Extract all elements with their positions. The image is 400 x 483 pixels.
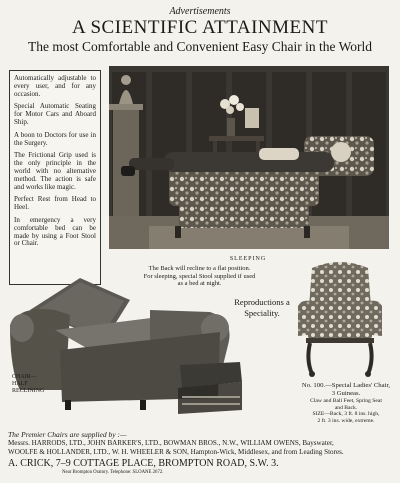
ladies-chair-illustration <box>292 260 388 378</box>
reproductions-note: Reproductions a Speciality. <box>234 297 290 318</box>
supplied-by-heading: The Premier Chairs are supplied by :— <box>8 430 127 439</box>
half-reclining-chair-illustration <box>10 270 248 420</box>
back-caption-line: For sleeping, special Stool supplied if used <box>143 272 256 280</box>
sleeping-photo <box>109 66 389 249</box>
ad-title: A SCIENTIFIC ATTAINMENT <box>72 17 328 38</box>
ladies-caption-line: Claw and Ball Feet, Spring Seat <box>310 398 382 404</box>
ladies-caption-line: 3 Guineas. <box>331 390 361 397</box>
ladies-caption-line: No. 100.—Special Ladies' Chair, <box>301 382 391 389</box>
chair-label-line: CHAIR— <box>12 374 37 380</box>
features-box <box>9 70 101 285</box>
feature-paragraph: Perfect Rest from Head to Heel. <box>14 195 96 212</box>
half-reclining-label <box>12 374 62 395</box>
feature-paragraph: Automatically adjustable to every user, and for any occasion. <box>14 74 96 98</box>
feature-paragraph: In emergency a very comfortable bed can be made by using a Foot Stool or Chair. <box>14 215 96 248</box>
retailers-line: WOOLFE & HOLLANDER, LTD., W. H. WHEELER & SON, Hampton-Wick, Middlesex, and from Leading Stores. <box>8 448 344 456</box>
chair-label-line: RECLINING <box>12 388 45 394</box>
ladies-chair-caption <box>296 382 396 425</box>
ad-subtitle: The most Comfortable and Convenient Easy Chair in the World <box>28 39 372 54</box>
section-label: Advertisements <box>169 6 231 17</box>
feature-paragraph: The Frictional Grip used is the only principle in the world with no alternative method. The action is safe and works like magic. <box>14 151 96 191</box>
ladies-caption-line: 2 ft. 3 ins. wide, extreme. <box>317 418 375 425</box>
chair-label-line: HALF <box>12 381 28 387</box>
ladies-caption-line: SIZE—Back, 3 ft. 8 ins. high, <box>312 411 380 418</box>
sleeping-caption: SLEEPING <box>229 256 267 262</box>
sleeping-photo-illustration <box>109 66 389 249</box>
back-caption-line: as a bed at night. <box>177 280 222 287</box>
maker-note: Near Brompton Oratory. Telephone: SLOANE 2672. <box>62 470 164 475</box>
maker-address: A. CRICK, 7–9 COTTAGE PLACE, BROMPTON ROAD, S.W. 3. <box>8 458 279 469</box>
feature-paragraph: A boon to Doctors for use in the Surgery. <box>14 130 96 147</box>
ladies-caption-line: and Back. <box>334 404 358 411</box>
back-caption-line: The Back will recline to a flat position. <box>148 265 251 272</box>
feature-paragraph: Special Automatic Seating for Motor Cars and Aboard Ship. <box>14 102 96 126</box>
retailers-line: Messrs. HARRODS, LTD., JOHN BARKER'S, LTD., BOWMAN BROS., N.W., WILLIAM OWENS, Bayswater, <box>8 439 334 447</box>
